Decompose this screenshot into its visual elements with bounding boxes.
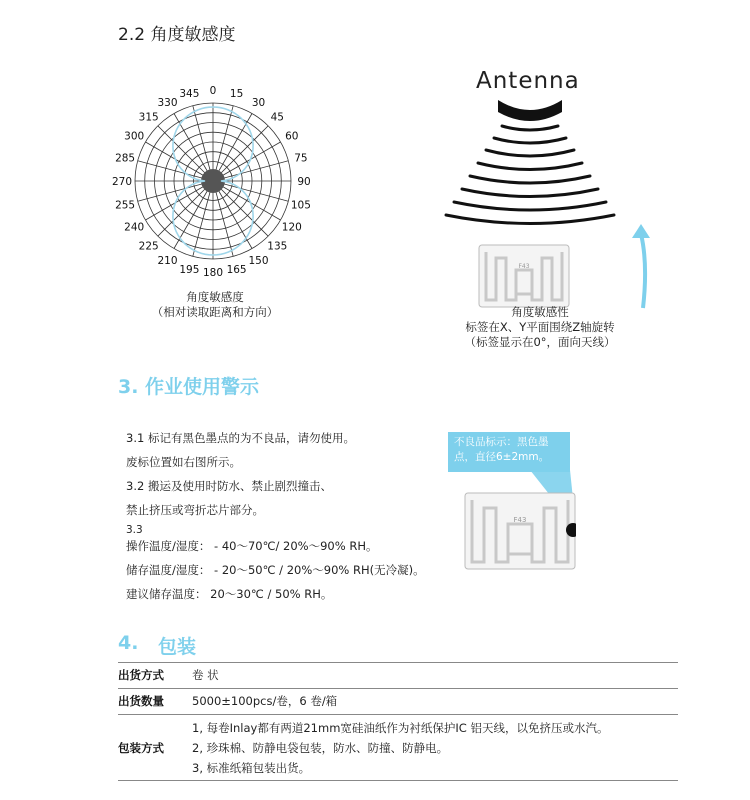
angle-label: 330 bbox=[157, 97, 178, 110]
polar-caption-line1: 角度敏感度 bbox=[186, 290, 244, 304]
angle-label: 150 bbox=[248, 254, 269, 267]
row-label-shipping-method: 出货方式 bbox=[118, 668, 164, 682]
antenna-caption-line3: （标签显示在0°，面向天线） bbox=[464, 335, 616, 349]
defect-tag-illustration bbox=[464, 492, 576, 570]
angle-label: 180 bbox=[202, 267, 224, 279]
warning-line-5: 3.3 bbox=[126, 524, 143, 536]
row-value-packaging-1: 1, 每卷Inlay都有两道21mm宽硅油纸作为衬纸保护IC 铝天线，以免挤压或水汽。 bbox=[192, 721, 609, 735]
angle-label: 195 bbox=[179, 263, 200, 276]
angle-label: 270 bbox=[111, 176, 133, 188]
antenna-caption-line2: 标签在X、Y平面围绕Z轴旋转 bbox=[465, 320, 615, 334]
angle-label: 255 bbox=[115, 199, 136, 212]
table-divider bbox=[118, 688, 678, 689]
antenna-caption bbox=[440, 305, 640, 350]
row-value-packaging-3: 3, 标准纸箱包装出货。 bbox=[192, 761, 311, 775]
rotation-arrow-icon bbox=[628, 224, 658, 310]
angle-label: 30 bbox=[251, 97, 266, 110]
angle-label: 120 bbox=[281, 221, 302, 234]
warning-line-2: 废标位置如右图所示。 bbox=[126, 455, 241, 469]
defect-callout: 不良品标示：黑色墨点，直径6±2mm。 bbox=[448, 432, 570, 472]
angle-label: 225 bbox=[138, 240, 159, 253]
row-value-shipping-method: 卷 状 bbox=[192, 668, 219, 682]
polar-caption bbox=[130, 290, 300, 320]
section-4-number: 4. bbox=[118, 632, 139, 654]
angle-label: 60 bbox=[285, 130, 299, 143]
angle-label: 240 bbox=[124, 221, 145, 234]
angle-label: 345 bbox=[179, 88, 200, 101]
antenna-waves bbox=[440, 90, 620, 240]
row-label-quantity: 出货数量 bbox=[118, 694, 164, 708]
warning-line-6: 操作温度/湿度： - 40～70℃/ 20%～90% RH。 bbox=[126, 539, 378, 553]
warning-line-4: 禁止挤压或弯折芯片部分。 bbox=[126, 503, 264, 517]
row-value-packaging-2: 2, 珍珠棉、防静电袋包装，防水、防撞、防静电。 bbox=[192, 741, 449, 755]
tag-label: F43 bbox=[518, 263, 530, 270]
angle-label: 0 bbox=[209, 85, 217, 97]
defect-tag-label: F43 bbox=[513, 516, 527, 524]
angle-label: 90 bbox=[297, 176, 311, 188]
angle-label: 45 bbox=[270, 111, 284, 124]
warning-line-8: 建议储存温度： 20～30℃ / 50% RH。 bbox=[126, 587, 333, 601]
table-divider bbox=[118, 714, 678, 715]
warning-line-1: 3.1 标记有黑色墨点的为不良品，请勿使用。 bbox=[126, 431, 355, 445]
angle-label: 75 bbox=[294, 152, 308, 165]
warning-line-3: 3.2 搬运及使用时防水、禁止剧烈撞击、 bbox=[126, 479, 332, 493]
warning-line-7: 储存温度/湿度： - 20～50℃ / 20%～90% RH(无冷凝)。 bbox=[126, 563, 425, 577]
angle-label: 165 bbox=[226, 263, 247, 276]
row-value-quantity: 5000±100pcs/卷，6 卷/箱 bbox=[192, 694, 338, 708]
section-2-2-title: 2.2 角度敏感度 bbox=[118, 25, 236, 45]
antenna-title: Antenna bbox=[476, 68, 580, 94]
polar-chart bbox=[104, 72, 322, 290]
angle-label: 285 bbox=[115, 152, 136, 165]
table-divider bbox=[118, 662, 678, 663]
rfid-tag-illustration bbox=[478, 244, 570, 308]
polar-caption-line2: （相对读取距离和方向） bbox=[151, 305, 279, 319]
section-4-title: 包装 bbox=[158, 636, 197, 658]
antenna-dish bbox=[498, 100, 562, 121]
angle-label: 15 bbox=[229, 88, 244, 101]
antenna-caption-line1: 角度敏感性 bbox=[511, 305, 569, 319]
angle-label: 210 bbox=[157, 254, 178, 267]
angle-label: 105 bbox=[290, 199, 311, 212]
angle-label: 315 bbox=[138, 111, 159, 124]
section-3-title: 3. 作业使用警示 bbox=[118, 376, 260, 398]
angle-label: 300 bbox=[124, 130, 145, 143]
row-label-packaging: 包装方式 bbox=[118, 741, 164, 755]
table-divider bbox=[118, 780, 678, 781]
angle-label: 135 bbox=[267, 240, 288, 253]
